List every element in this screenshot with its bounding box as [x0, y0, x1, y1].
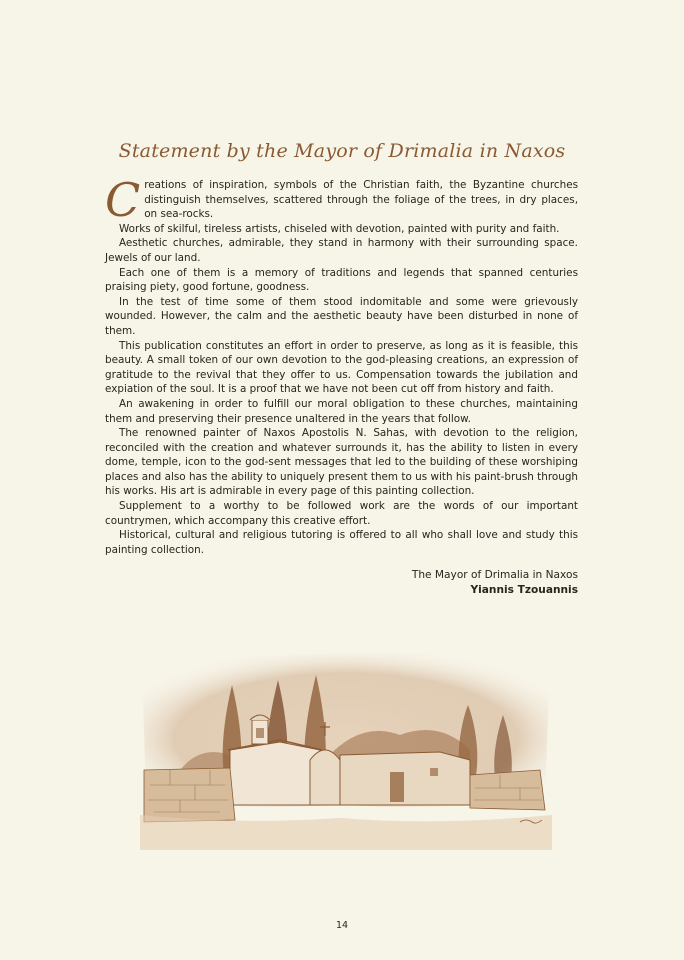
church-nave — [230, 742, 320, 805]
paragraph: Historical, cultural and religious tutoring is offered to all who shall love and study this painting collection. — [105, 529, 578, 556]
paragraph: Aesthetic churches, admirable, they stand in harmony with their surrounding space. Jewels of our land. — [105, 237, 578, 264]
paragraph-text: reations of inspiration, symbols of the Christian faith, the Byzantine churches distinguish themselves, scattered through the foliage of the trees, in dry places, on sea-rocks. — [144, 179, 578, 221]
paragraph: The renowned painter of Naxos Apostolis N. Sahas, with devotion to the religion, reconciled with the creation and whatever surrounds it, has the ability to listen in every dome, temple, icon to the god-sent messages that led to the building of these worshiping places and also has the ability to uniquely present them to us with his paint-brush through his works. His art is admirable in every page of this painting collection. — [105, 427, 578, 498]
paragraph: In the test of time some of them stood indomitable and some were grievously wounded. However, the calm and the aesthetic beauty have been disturbed in none of them. — [105, 295, 578, 337]
drop-cap: C — [105, 173, 141, 227]
stone-wall — [470, 770, 545, 810]
church-annex — [340, 752, 470, 805]
church-illustration — [140, 650, 552, 850]
page-title: Statement by the Mayor of Drimalia in Naxos — [118, 140, 566, 162]
church-door — [390, 772, 404, 802]
ground — [140, 815, 552, 850]
paragraph: Each one of them is a memory of traditions and legends that spanned centuries praising piety, good fortune, goodness. — [105, 266, 578, 294]
stone-wall — [144, 768, 235, 822]
paragraph: Works of skilful, tireless artists, chiseled with devotion, painted with purity and faith. — [119, 222, 560, 235]
statement-body — [105, 173, 578, 557]
signature-role: The Mayor of Drimalia in Naxos — [411, 569, 578, 581]
signature-block — [300, 568, 578, 597]
signature-name: Yiannis Tzouannis — [470, 583, 578, 596]
paragraph: An awakening in order to fulfill our moral obligation to these churches, maintaining them and preserving their presence unaltered in the years that follow. — [105, 397, 578, 425]
paragraph — [105, 173, 578, 227]
paragraph: Supplement to a worthy to be followed work are the words of our important countrymen, which accompany this creative effort. — [105, 500, 578, 527]
church-apse — [310, 750, 340, 805]
paragraph: This publication constitutes an effort in order to preserve, as long as it is feasible, this beauty. A small token of our own devotion to the god-pleasing creations, an expression of gratitude to the revival that they offer to us. Compensation towards the jubilation and expiation of the soul. It is a proof that we have not been cut off from history and faith. — [105, 339, 578, 396]
page-number: 14 — [335, 920, 349, 931]
church-window — [430, 768, 438, 776]
